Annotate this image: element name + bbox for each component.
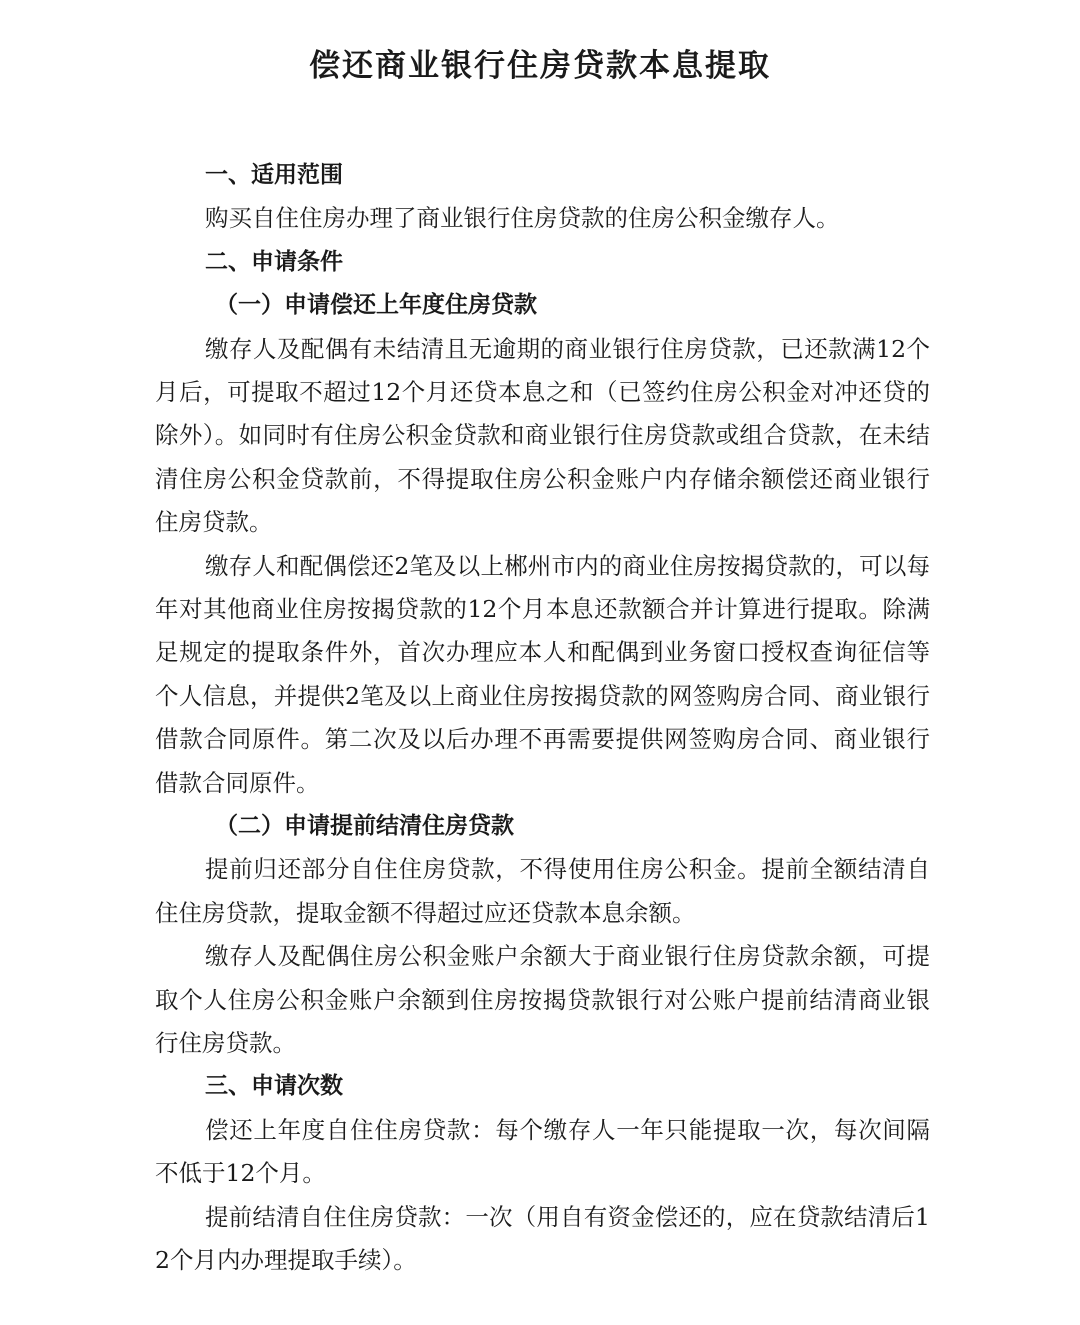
frequency-paragraph-2: 提前结清自住住房贷款：一次（用自有资金偿还的，应在贷款结清后12个月内办理提取手续）。	[155, 1202, 930, 1275]
early-settlement-paragraph-1: 提前归还部分自住住房贷款，不得使用住房公积金。提前全额结清自住住房贷款，提取金额不得超过应还贷款本息余额。	[155, 855, 930, 927]
document-title: 偿还商业银行住房贷款本息提取	[309, 48, 771, 84]
section-heading-scope: 一、适用范围	[205, 162, 343, 188]
subsection-heading-early-settlement: （二）申请提前结清住房贷款	[215, 813, 514, 840]
section-heading-frequency: 三、申请次数	[205, 1073, 343, 1100]
annual-repayment-paragraph-2: 缴存人和配偶偿还2笔及以上郴州市内的商业住房按揭贷款的，可以每年对其他商业住房按揭贷款的12个月本息还款额合并计算进行提取。除满足规定的提取条件外，首次办理应本人和配偶到业务窗口授权查询征信等个人信息，并提供2笔及以上商业住房按揭贷款的网签购房合同、商业银行借款合同原件。第二次及以后办理不再需要提供网签购房合同、商业银行借款合同原件。	[155, 551, 930, 797]
scope-paragraph: 购买自住住房办理了商业银行住房贷款的住房公积金缴存人。	[205, 204, 840, 233]
frequency-paragraph-1: 偿还上年度自住住房贷款：每个缴存人一年只能提取一次，每次间隔不低于12个月。	[155, 1115, 930, 1188]
document-body	[155, 154, 930, 1282]
early-settlement-paragraph-2: 缴存人及配偶住房公积金账户余额大于商业银行住房贷款余额，可提取个人住房公积金账户余额到住房按揭贷款银行对公账户提前结清商业银行住房贷款。	[155, 942, 930, 1058]
subsection-heading-annual-repayment: （一）申请偿还上年度住房贷款	[215, 292, 537, 319]
section-heading-conditions: 二、申请条件	[205, 248, 343, 275]
annual-repayment-paragraph-1: 缴存人及配偶有未结清且无逾期的商业银行住房贷款，已还款满12个月后，可提取不超过12个月还贷本息之和（已签约住房公积金对冲还贷的除外）。如同时有住房公积金贷款和商业银行住房贷款或组合贷款，在未结清住房公积金贷款前，不得提取住房公积金账户内存储余额偿还商业银行住房贷款。	[155, 334, 930, 537]
